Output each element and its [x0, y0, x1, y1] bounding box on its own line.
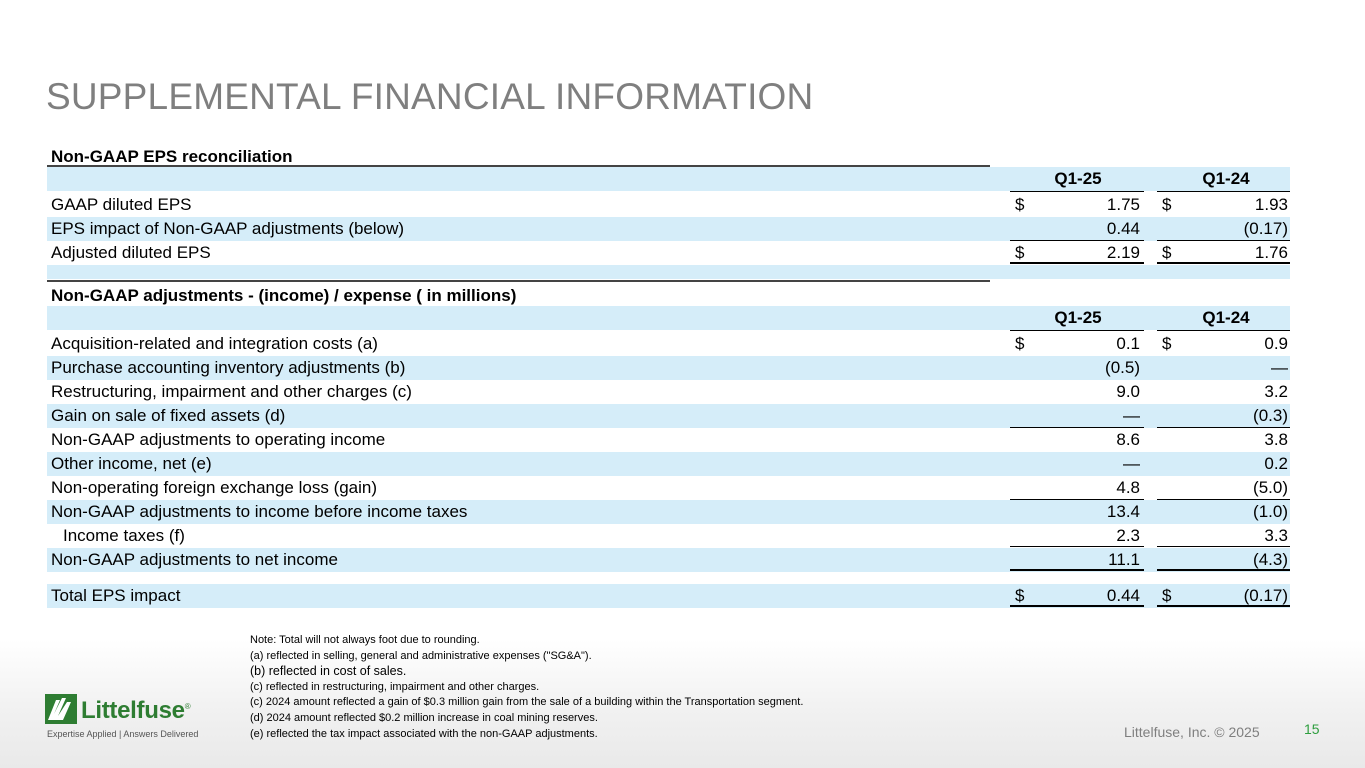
value-q1-24: (4.3): [1253, 550, 1288, 569]
value-q1-24: 3.2: [1264, 382, 1288, 401]
table-row: [47, 380, 1290, 404]
eps-header-row: [47, 167, 1290, 191]
value-q1-24: 0.9: [1264, 334, 1288, 353]
footnote: (b) reflected in cost of sales.: [250, 664, 407, 679]
currency-symbol: $: [1162, 334, 1172, 353]
row-label: Acquisition-related and integration costs (a): [51, 334, 378, 353]
adj-col2-header: Q1-24: [1202, 308, 1250, 327]
footnote: Note: Total will not always foot due to rounding.: [250, 634, 480, 646]
currency-symbol: $: [1015, 195, 1025, 214]
row-label: Income taxes (f): [63, 526, 185, 545]
eps-header-rule: [1010, 191, 1144, 192]
value-q1-24: (1.0): [1253, 502, 1288, 521]
value-q1-25: 0.44: [1106, 219, 1140, 238]
row-label: Gain on sale of fixed assets (d): [51, 406, 286, 425]
row-label: Total EPS impact: [51, 586, 181, 605]
table-row: [47, 452, 1290, 476]
currency-symbol: $: [1015, 334, 1025, 353]
table-row: [47, 428, 1290, 452]
value-q1-25: 4.8: [1116, 478, 1140, 497]
value-q1-25: 0.1: [1116, 334, 1140, 353]
total-double-rule: [1010, 262, 1144, 264]
value-q1-25: 1.75: [1106, 195, 1140, 214]
value-q1-25: —: [1123, 454, 1140, 473]
value-q1-25: (0.5): [1105, 358, 1140, 377]
eps-header-rule: [1157, 191, 1290, 192]
footnote: (d) 2024 amount reflected $0.2 million increase in coal mining reserves.: [250, 711, 598, 724]
footnote: (c) 2024 amount reflected a gain of $0.3 million gain from the sale of a building within the Transportation segment.: [250, 696, 804, 709]
logo-wordmark: Littelfuse®: [81, 697, 191, 724]
row-label: Other income, net (e): [51, 454, 212, 473]
row-label: Non-GAAP adjustments to net income: [51, 550, 338, 569]
row-label: GAAP diluted EPS: [51, 195, 192, 214]
row-label: Non-operating foreign exchange loss (gain): [51, 478, 378, 497]
adj-header-rule: [1157, 330, 1290, 331]
table-row: [47, 356, 1290, 380]
row-label: Non-GAAP adjustments to income before income taxes: [51, 502, 468, 521]
value-q1-24: 3.3: [1264, 526, 1288, 545]
value-q1-24: 1.76: [1254, 243, 1288, 262]
subtotal-rule: [1010, 546, 1144, 547]
total-double-rule: [1157, 262, 1290, 264]
value-q1-24: (0.3): [1253, 406, 1288, 425]
copyright-text: Littelfuse, Inc. © 2025: [1124, 724, 1260, 740]
eps-section-title: Non-GAAP EPS reconciliation: [51, 147, 293, 166]
table-row: [47, 476, 1290, 500]
littelfuse-logo-icon: [45, 694, 77, 724]
value-q1-24: (0.17): [1243, 586, 1288, 605]
row-label: Non-GAAP adjustments to operating income: [51, 430, 386, 449]
row-label: Purchase accounting inventory adjustments (b): [51, 358, 406, 377]
adj-header-rule: [1010, 330, 1144, 331]
table-row: [47, 524, 1290, 548]
total-double-rule: [1010, 605, 1144, 607]
currency-symbol: $: [1015, 586, 1025, 605]
value-q1-25: 8.6: [1116, 430, 1140, 449]
table-row: [47, 404, 1290, 428]
footnotes: [250, 633, 803, 742]
adj-section-rule: [47, 280, 990, 282]
value-q1-24: 3.8: [1264, 430, 1288, 449]
table-row: [47, 193, 1290, 217]
currency-symbol: $: [1162, 243, 1172, 262]
value-q1-25: 13.4: [1106, 502, 1140, 521]
spacer-row: [47, 265, 1290, 279]
logo-tagline: Expertise Applied | Answers Delivered: [47, 729, 199, 739]
eps-col2-header: Q1-24: [1202, 169, 1250, 188]
total-double-rule: [1157, 605, 1290, 607]
footnote: (c) reflected in restructuring, impairment and other charges.: [250, 680, 540, 693]
value-q1-25: 11.1: [1108, 550, 1140, 569]
value-q1-24: (0.17): [1243, 219, 1288, 238]
page-title: SUPPLEMENTAL FINANCIAL INFORMATION: [46, 76, 814, 117]
value-q1-25: 0.44: [1106, 586, 1140, 605]
adj-col1-header: Q1-25: [1054, 308, 1102, 327]
row-label: Restructuring, impairment and other charges (c): [51, 382, 412, 401]
adj-section-title: Non-GAAP adjustments - (income) / expense ( in millions): [51, 286, 517, 305]
footnote: (e) reflected the tax impact associated with the non-GAAP adjustments.: [250, 727, 598, 740]
currency-symbol: $: [1162, 195, 1172, 214]
row-label: Adjusted diluted EPS: [51, 243, 211, 262]
value-q1-25: 2.3: [1116, 526, 1140, 545]
total-double-rule: [1010, 569, 1144, 571]
table-row: [47, 332, 1290, 356]
total-double-rule: [1157, 569, 1290, 571]
currency-symbol: $: [1162, 586, 1172, 605]
footnote: (a) reflected in selling, general and administrative expenses ("SG&A").: [250, 649, 592, 662]
table-row: [47, 500, 1290, 524]
value-q1-24: (5.0): [1253, 478, 1288, 497]
value-q1-25: 2.19: [1106, 243, 1140, 262]
value-q1-24: 1.93: [1254, 195, 1288, 214]
adj-header-row: [47, 306, 1290, 330]
currency-symbol: $: [1015, 243, 1025, 262]
value-q1-24: 0.2: [1264, 454, 1288, 473]
value-q1-24: —: [1271, 358, 1288, 377]
eps-col1-header: Q1-25: [1054, 169, 1102, 188]
subtotal-rule: [1157, 546, 1290, 547]
value-q1-25: 9.0: [1116, 382, 1140, 401]
page-number: 15: [1304, 721, 1320, 737]
value-q1-25: —: [1123, 406, 1140, 425]
row-label: EPS impact of Non-GAAP adjustments (below): [51, 219, 405, 238]
table-row: [47, 217, 1290, 241]
